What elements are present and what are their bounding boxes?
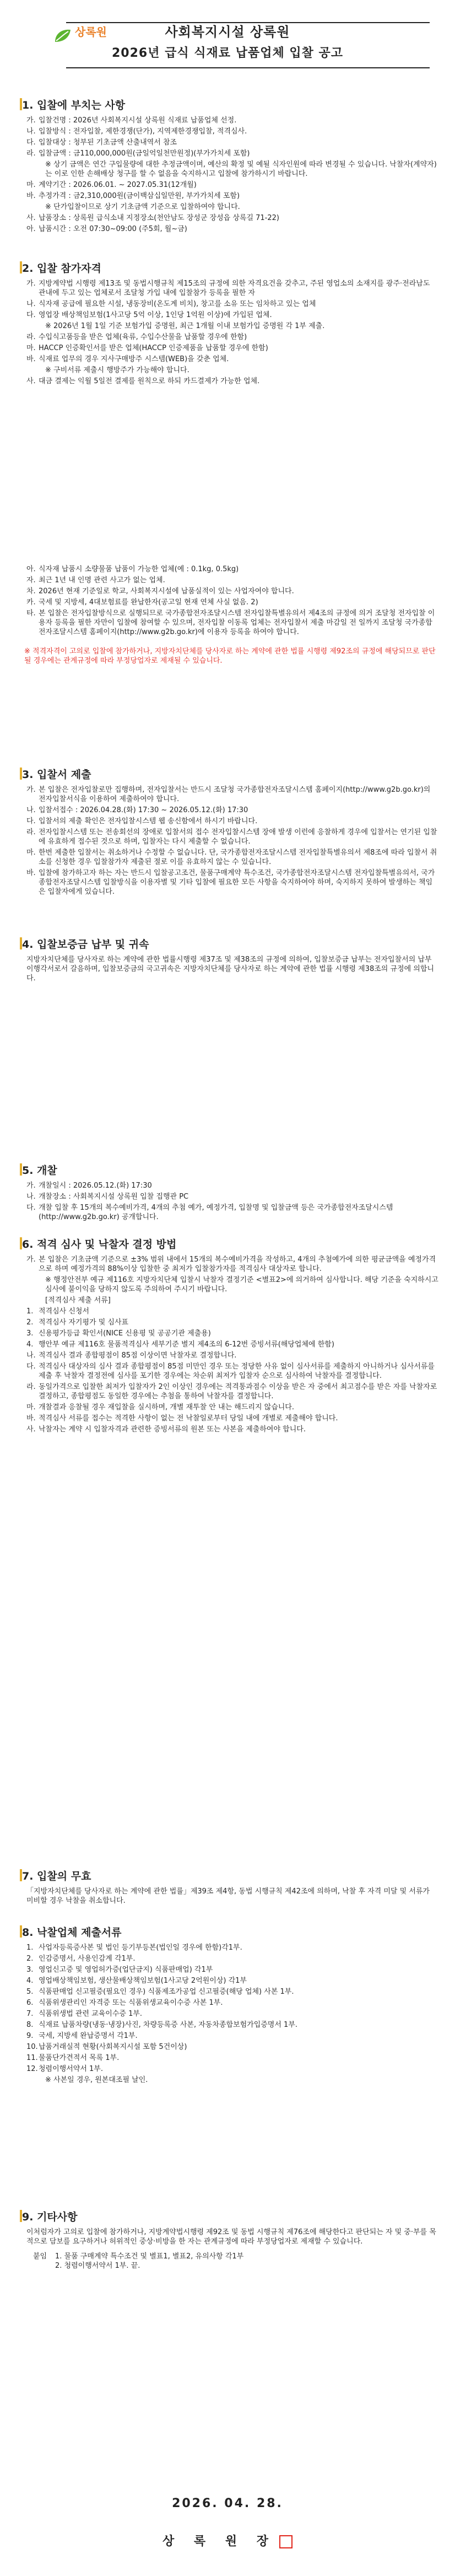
item-text: 영업신고증 및 영업허가증(업단금지) 식품판매업) 각1부 — [39, 1966, 213, 1974]
list-item — [20, 828, 438, 846]
item-number: 2. — [26, 1318, 34, 1327]
item-text: 적격심사 자기평가 및 심사표 — [39, 1318, 129, 1327]
notice-title: 2026년 급식 식재료 납품업체 입찰 공고 — [111, 46, 344, 60]
item-text: 국세 및 지방세, 4대보험료를 완납한자(공고일 현재 연체 사실 없음. 2) — [39, 598, 258, 607]
list-item — [20, 1403, 438, 1412]
item-text: 대금 결제는 익월 5일전 결제를 원칙으로 하되 카드결제가 가능한 업체. — [39, 377, 260, 385]
item-text: 물품단가견적서 목록 1부. — [39, 2054, 120, 2062]
item-number: 마. — [26, 181, 36, 189]
list-item — [20, 377, 438, 386]
list-item — [20, 1192, 438, 1201]
list-item — [20, 213, 438, 223]
list-item — [20, 224, 438, 234]
list-item — [20, 2009, 438, 2019]
item-text: 영업장 배상책임보험(1사고당 5억 이상, 1인당 1억원 이상)에 가입된 업체. — [39, 311, 272, 319]
item-text: 한번 제출한 입찰서는 취소하거나 수정할 수 없습니다. 단, 국가종합전자조달시스템 전자입찰특별유의서 제8조에 따라 입찰서 취소를 신청한 경우 입찰참가자 제출된 절로 이를 유효하지 않는 수 있습니다. — [39, 849, 437, 866]
list-item — [20, 332, 438, 342]
item-text: 개찰결과 응찰될 경우 재입찰을 실시하며, 개별 재투찰 안 내는 해드리지 않습니다. — [39, 1403, 295, 1412]
item-number: 바. — [26, 869, 36, 877]
list-item — [20, 2075, 438, 2085]
section-submission — [20, 768, 438, 898]
section-deposit — [20, 937, 438, 983]
item-text: 사업자등록증사본 및 법인 등기부등본(법인일 경우에 한함)각1부. — [39, 1944, 242, 1952]
item-text: 입찰대상 : 청부된 기초금액 산출내역서 참조 — [39, 138, 177, 147]
item-number: 타. — [26, 609, 36, 618]
item-text: 2026년 현재 기준일로 학교, 사회복지시설에 납품실적이 있는 사업자여야 합니다. — [39, 587, 294, 595]
list-item — [20, 598, 438, 607]
item-number: 나. — [26, 1193, 36, 1201]
item-number: 카. — [26, 598, 36, 607]
item-number: 자. — [26, 576, 36, 584]
section-title: 8. 낙찰업체 제출서류 — [20, 1925, 438, 1940]
list-item — [20, 1340, 438, 1349]
item-text: 식자재 공급에 필요한 시설, 냉동장비(온도계 비치), 창고를 소유 또는 임차하고 있는 업체 — [39, 300, 316, 308]
section-bidding-items — [20, 98, 438, 235]
warning-note: ※ 적격자격이 고의로 입찰에 참가하거나, 지방자치단체를 당사자로 하는 계약에 관한 법률 시행령 제92조의 규정에 해당되므로 판단될 경우에는 관계규정에 따라 부정당업자로 제재될 수 있습니다. — [24, 647, 436, 665]
item-text: [적격심사 제출 서류] — [45, 1296, 111, 1305]
item-number: 사. — [26, 377, 36, 385]
item-text: ※ 사본일 경우, 원본대조필 날인. — [45, 2076, 148, 2084]
list-item — [20, 587, 438, 596]
item-number: 9. — [26, 2032, 34, 2040]
item-number: 라. — [26, 1383, 36, 1391]
item-number: 다. — [26, 138, 36, 147]
list-item — [20, 1351, 438, 1360]
item-text: 영업배상책임보험, 생산물배상책임보험(1사고당 2억원이상) 각1부 — [39, 1977, 247, 1985]
item-number: 아. — [26, 225, 36, 233]
section-title: 6. 적격 심사 및 낙찰자 결정 방법 — [20, 1237, 438, 1252]
item-text: 입찰방식 : 전자입찰, 제한경쟁(단가), 지역제한경쟁입찰, 적격심사. — [39, 127, 247, 136]
list-item — [20, 1425, 438, 1434]
item-text: 입찰서의 제출 확인은 전자입찰시스템 웹 송신함에서 하시기 바랍니다. — [39, 817, 258, 825]
list-item — [20, 2053, 438, 2063]
item-number: 나. — [26, 1351, 36, 1360]
item-text: 적격심사 신청서 — [39, 1307, 90, 1316]
item-number: 5. — [26, 1988, 34, 1996]
item-number: 사. — [26, 214, 36, 222]
item-number: 11. — [26, 2054, 38, 2062]
section-title: 1. 입찰에 부치는 사항 — [20, 98, 438, 112]
item-text: 입찰에 참가하고자 하는 자는 반드시 입찰공고조건, 물품구매계약 특수조건, 국가종합전자조달시스템 전자입찰특별유의서, 국가종합전자조달시스템 입찰방식을 이용자별 및 기타 입찰에 필요한 모든 사항을 숙지하여야 하며, 숙지하지 못하여 발생하는 책임은 입찰자에게 있습니다. — [39, 869, 435, 896]
list-item — [20, 149, 438, 158]
item-text: 본 입찰은 전자입찰방식으로 실행되므로 국가종합전자조달시스템 전자입찰특별유의서 제4조의 규정에 의거 조달청 전자입찰 이용자 등록을 필한 자만이 입찰에 참여할 수 있으며, 전자입찰 이동록 업체는 전자입찰서 제출 마감일 전 일까지 조달청 국가종합전자조달시스템 홈페이지(http://www.g2b.go.kr)에 이용자 등록을 하여야 합니다. — [39, 609, 435, 636]
signatory — [0, 2535, 455, 2548]
list-item — [20, 2020, 438, 2030]
item-number: 7. — [26, 2010, 34, 2018]
list-item — [20, 2042, 438, 2052]
item-number: 10. — [26, 2043, 38, 2051]
item-number: 다. — [26, 311, 36, 319]
item-text: 식품위생법 관련 교육이수증 1부. — [39, 2010, 143, 2018]
item-number: 12. — [26, 2065, 38, 2073]
list-item — [20, 1329, 438, 1338]
list-item — [20, 1203, 438, 1222]
item-text: 낙찰자는 계약 시 입찰자격과 관련한 증빙서류의 원본 또는 사본을 제출하여야 합니다. — [39, 1425, 306, 1434]
item-text: 적격심사 결과 종합평점이 85점 이상이면 낙찰자로 결정합니다. — [39, 1351, 237, 1360]
item-text: 개찰일시 : 2026.05.12.(화) 17:30 — [39, 1182, 152, 1190]
item-number: 3. — [26, 1329, 34, 1338]
item-number: 3. — [26, 1966, 34, 1974]
list-item — [20, 609, 438, 637]
list-item — [20, 1362, 438, 1381]
logo-text: 상록원 — [75, 25, 107, 39]
item-text: 국세, 지방세 완납증명서 각1부. — [39, 2032, 138, 2040]
list-item — [20, 565, 438, 574]
item-number: 다. — [26, 1362, 36, 1371]
list-item — [20, 2064, 438, 2074]
item-list — [20, 1255, 438, 1434]
item-list — [20, 279, 438, 386]
item-text: 입찰금액 : 금110,000,000원(금일억일천만원정)(부가가치세 포함) — [39, 149, 250, 158]
item-number: 가. — [26, 1255, 36, 1264]
list-item — [20, 1954, 438, 1963]
item-text: 계약기간 : 2026.06.01. ~ 2027.05.31(12개월) — [39, 181, 197, 189]
section-eligibility — [20, 261, 438, 388]
list-item — [20, 321, 438, 331]
item-text: 적격심사 대상자의 심사 결과 종합평점이 85점 미만인 경우 또는 정당한 사유 없이 심사서류를 제출하지 아니하거나 심사서류를 제출 후 낙찰자 결정전에 심사를 포기한 경우에는 차순위 최저가 입찰자 순으로 심사하여 낙찰자를 결정합니다. — [39, 1362, 435, 1380]
list-item — [20, 848, 438, 867]
item-text: 본 입찰은 기초금액 기준으로 ±3% 범위 내에서 15개의 복수예비가격을 작성하고, 4개의 추첨예가에 의한 평균금액을 예정가격으로 하며 예정가격의 88%이상 입찰한 중 최저가 입찰참가자를 적격심사 대상자로 합니다. — [39, 1255, 436, 1273]
item-list — [20, 1181, 438, 1222]
attachments-label: 붙임 — [33, 2252, 47, 2261]
item-text: 인감증명서, 사용인감계 각1부. — [39, 1955, 136, 1963]
list-item — [20, 1382, 438, 1401]
section-title: 3. 입찰서 제출 — [20, 768, 438, 782]
item-number: 다. — [26, 1204, 36, 1212]
item-text: 최근 1년 내 인명 관련 사고가 없는 업체. — [39, 576, 165, 584]
list-item — [20, 1296, 438, 1305]
item-text: 납품거래실적 현황(사회복지시설 포함 5건이상) — [39, 2043, 187, 2051]
item-text: ※ 행정안전부 예규 제116호 지방자치단체 입찰시 낙찰자 결정기준 <별표2>에 의거하여 심사합니다. 해당 기준을 숙지하시고 심사에 불이익을 당하지 않도록 주의하여 주시기 바랍니다. — [45, 1276, 438, 1294]
item-number: 가. — [26, 1182, 36, 1190]
item-number: 8. — [26, 2021, 34, 2029]
item-number: 차. — [26, 587, 36, 595]
list-item — [20, 2031, 438, 2041]
item-text: 청렴이행서약서 1부. — [39, 2065, 103, 2073]
item-text: 행안부 예규 제116호 물품적격심사 세부기준 별지 제4조의 6-12번 증빙서류(해당업체에 한함) — [39, 1340, 334, 1349]
list-item — [20, 1943, 438, 1952]
list-item — [20, 310, 438, 320]
item-number: 마. — [26, 849, 36, 857]
item-number: 사. — [26, 1425, 36, 1434]
item-number: 마. — [26, 1403, 36, 1412]
item-number: 바. — [26, 355, 36, 363]
list-item — [20, 191, 438, 201]
list-item — [20, 116, 438, 125]
item-text: 식재료 납품차량(냉동·냉장)사진, 차량등록증 사본, 자동차종합보험가입증명서 1부. — [39, 2021, 298, 2029]
item-number: 1. — [26, 1307, 34, 1316]
item-number: 4. — [26, 1977, 34, 1985]
list-item — [20, 1307, 438, 1316]
section-title: 7. 입찰의 무효 — [20, 1869, 438, 1883]
item-number: 다. — [26, 817, 36, 825]
item-text: HACCP 인증확인서를 받은 업체(HACCP 인증제품을 납품할 경우에 한함) — [39, 344, 268, 352]
list-item — [20, 366, 438, 375]
list-item — [20, 202, 438, 212]
item-text: 본 입찰은 전자입찰로만 집행하며, 전자입찰서는 반드시 조달청 국가종합전자조달시스템 홈페이지(http://www.g2b.go.kr)의 전자입찰서식을 이용하여 제출하여야 합니다. — [39, 786, 431, 803]
item-text: 추정가격 : 금2,310,000원(금이백삼십일만원, 부가가치세 포함) — [39, 192, 240, 200]
list-item — [20, 1181, 438, 1190]
list-item — [20, 160, 438, 179]
section-title: 4. 입찰보증금 납부 및 귀속 — [20, 937, 438, 952]
item-text: 식품위생관리인 자격증 또는 식품위생교육이수증 사본 1부. — [39, 1999, 223, 2007]
item-number: 가. — [26, 280, 36, 288]
item-list — [20, 1943, 438, 2085]
section-text: 「지방자치단체를 당사자로 하는 계약에 관한 법률」제39조 제4항, 동법 시행규칙 제42조에 의하며, 낙찰 후 자격 미달 및 서류가 미비할 경우 낙찰을 취소합니다. — [26, 1887, 430, 1905]
list-item — [20, 1965, 438, 1974]
list-item — [20, 1318, 438, 1327]
org-name: 사회복지시설 상록원 — [165, 24, 290, 40]
section-invalidation — [20, 1869, 438, 1906]
item-text: 개찰 입찰 후 15개의 복수예비가격, 4개의 추첨 예가, 예정가격, 입찰명 및 입찰금액 등은 국가종합전자조달시스템(http://www.g2b.go.kr) 공개합니다. — [39, 1204, 393, 1221]
item-number: 가. — [26, 116, 36, 125]
item-number: 2. — [26, 1955, 34, 1963]
attachment-item: 1. 물품 구매계약 특수조건 및 별표1, 별표2, 유의사항 각1부 — [55, 2252, 244, 2261]
list-item — [20, 1275, 438, 1294]
list-item — [20, 1976, 438, 1985]
notice-date: 2026. 04. 28. — [172, 2497, 283, 2510]
list-item — [20, 127, 438, 136]
item-number: 6. — [26, 1999, 34, 2007]
item-text: 신용평가등급 확인서(NICE 신용평 및 공공기관 제출용) — [39, 1329, 211, 1338]
item-list — [20, 785, 438, 897]
item-text: 납품시간 : 오전 07:30~09:00 (주5회, 월~금) — [39, 225, 187, 233]
item-text: 입찰건명 : 2026년 사회복지시설 상록원 식재료 납품업체 선정. — [39, 116, 237, 125]
item-number: 라. — [26, 828, 36, 836]
list-item — [20, 806, 438, 815]
item-text: 납품장소 : 상록원 급식소내 지정장소(천안남도 장성군 장성읍 상록길 71-22) — [39, 214, 279, 222]
item-text: 지방계약법 시행령 제13조 및 동법시행규칙 제15조의 규정에 의한 자격요건을 갖추고, 주된 영업소의 소재지를 광주·전라남도 관내에 두고 있는 업체로서 조달청 가입 내에 입찰참가 등록을 필한 자 — [39, 280, 430, 297]
item-text: 동일가격으로 입찰한 최저가 입찰자가 2인 이상인 경우에는 적격통과점수 이상을 받은 자 중에서 최고점수를 받은 자를 낙찰자로 결정하고, 종합평점도 동일한 경우에는 추첨을 통하여 낙찰자를 결정합니다. — [39, 1383, 437, 1400]
section-text: 이처럼자가 고의로 입찰에 참가하거나, 지방계약법시행령 제92조 및 동법 시행규칙 제76조에 해당한다고 판단되는 자 및 중·부를 목적으로 담보를 요구하거나 허위적인 중상·비방을 한 자는 관계규정에 따라 부정당업자로 제재할 수 있습니다. — [26, 2228, 436, 2246]
section-evaluation — [20, 1237, 438, 1436]
list-item — [20, 1998, 438, 2008]
item-number: 가. — [26, 786, 36, 794]
list-item — [20, 868, 438, 897]
item-text: 식재료 업무의 경우 지사구매방주 시스템(WEB)을 갖춘 업체. — [39, 355, 229, 363]
section-title: 9. 기타사항 — [20, 2210, 438, 2224]
list-item — [20, 344, 438, 353]
section-opening — [20, 1163, 438, 1223]
item-text: ※ 2026년 1월 1일 기준 보험가입 증명원, 최근 1개월 이내 보험가입 증명원 각 1부 제출. — [45, 322, 325, 330]
list-item — [20, 138, 438, 147]
list-item — [20, 355, 438, 364]
list-item — [20, 576, 438, 585]
item-number: 아. — [26, 565, 36, 573]
list-item — [20, 817, 438, 826]
item-text: 전자입찰시스템 또는 전송회선의 장애로 입찰서의 접수 전자입찰시스템 장애 발생 이런에 응찰하게 경우에 입찰서는 연기된 입찰에 유효하게 접수된 것으로 하며, 입찰자는 다시 제출할 수 없습니다. — [39, 828, 437, 846]
seal-stamp-icon — [279, 2535, 292, 2548]
item-number: 1. — [26, 1944, 34, 1952]
attachment-item: 2. 청렴이행서약서 1부. 끝. — [55, 2262, 140, 2270]
item-number: 바. — [26, 192, 36, 200]
item-text: 적격심사 서류를 접수는 적격한 사항이 없는 전 낙찰일로부터 당일 내에 개별로 제출해야 합니다. — [39, 1414, 338, 1423]
list-item — [20, 299, 438, 309]
attachments — [20, 2252, 438, 2271]
item-text: ※ 상기 금액은 연간 구입물량에 대한 추정금액이며, 예산의 확정 및 예될 식자인원에 따라 변경될 수 있습니다. 낙찰자(계약자)는 이로 인한 손해배상 청구를 할 수 없음을 숙지하시고 입찰에 참가하시기 바랍니다. — [45, 160, 437, 178]
item-text: ※ 단가입찰이므로 상기 기초금액 기준으로 입찰하여야 합니다. — [45, 203, 240, 211]
document-header — [0, 0, 455, 88]
section-eligibility-cont — [20, 565, 438, 666]
item-list — [20, 565, 438, 637]
item-text: 식품판매업 신고필증(필요인 경우) 식품제조가공업 신고필증(해당 업체) 사본 1부. — [39, 1988, 294, 1996]
header-top-rule — [66, 22, 430, 23]
item-number: 라. — [26, 149, 36, 158]
signatory-name: 상 록 원 장 — [162, 2535, 276, 2548]
item-number: 바. — [26, 1414, 36, 1423]
item-text: 입찰서접수 : 2026.04.28.(화) 17:30 ~ 2026.05.12.(화) 17:30 — [39, 806, 248, 814]
item-list — [20, 116, 438, 234]
list-item — [20, 1987, 438, 1997]
item-text: 식자재 납품시 소량물품 납품이 가능한 업체(예 : 0.1kg, 0.5kg) — [39, 565, 239, 573]
list-item — [20, 279, 438, 298]
header-bottom-rule — [66, 67, 430, 68]
item-number: 나. — [26, 806, 36, 814]
item-number: 라. — [26, 333, 36, 341]
item-text: ※ 구비서류 제출시 행방주가 가능해야 합니다. — [45, 366, 189, 374]
list-item — [20, 180, 438, 190]
list-item — [20, 785, 438, 804]
item-number: 나. — [26, 127, 36, 136]
section-title: 5. 개찰 — [20, 1163, 438, 1178]
item-number: 4. — [26, 1340, 34, 1349]
item-number: 마. — [26, 344, 36, 352]
item-text: 수입식고품등을 받은 업체(육류, 수입수산물을 납품할 경우에 한함) — [39, 333, 247, 341]
section-misc — [20, 2210, 438, 2271]
list-item — [20, 1414, 438, 1423]
section-documents — [20, 1925, 438, 2086]
item-text: 개찰장소 : 사회복지시설 상록원 입찰 집행관 PC — [39, 1193, 189, 1201]
section-title: 2. 입찰 참가자격 — [20, 261, 438, 276]
item-number: 나. — [26, 300, 36, 308]
section-text: 지방자치단체를 당사자로 하는 계약에 관한 법률시행령 제37조 및 제38조의 규정에 의하여, 입찰보증금 납부는 전자입찰서의 납부이행각서로서 갈음하며, 입찰보증금의 국고귀속은 지방자치단체를 당사자로 하는 계약에 관한 법률 시행령 제38조의 규정에 의합니다. — [26, 956, 434, 983]
list-item — [20, 1255, 438, 1274]
